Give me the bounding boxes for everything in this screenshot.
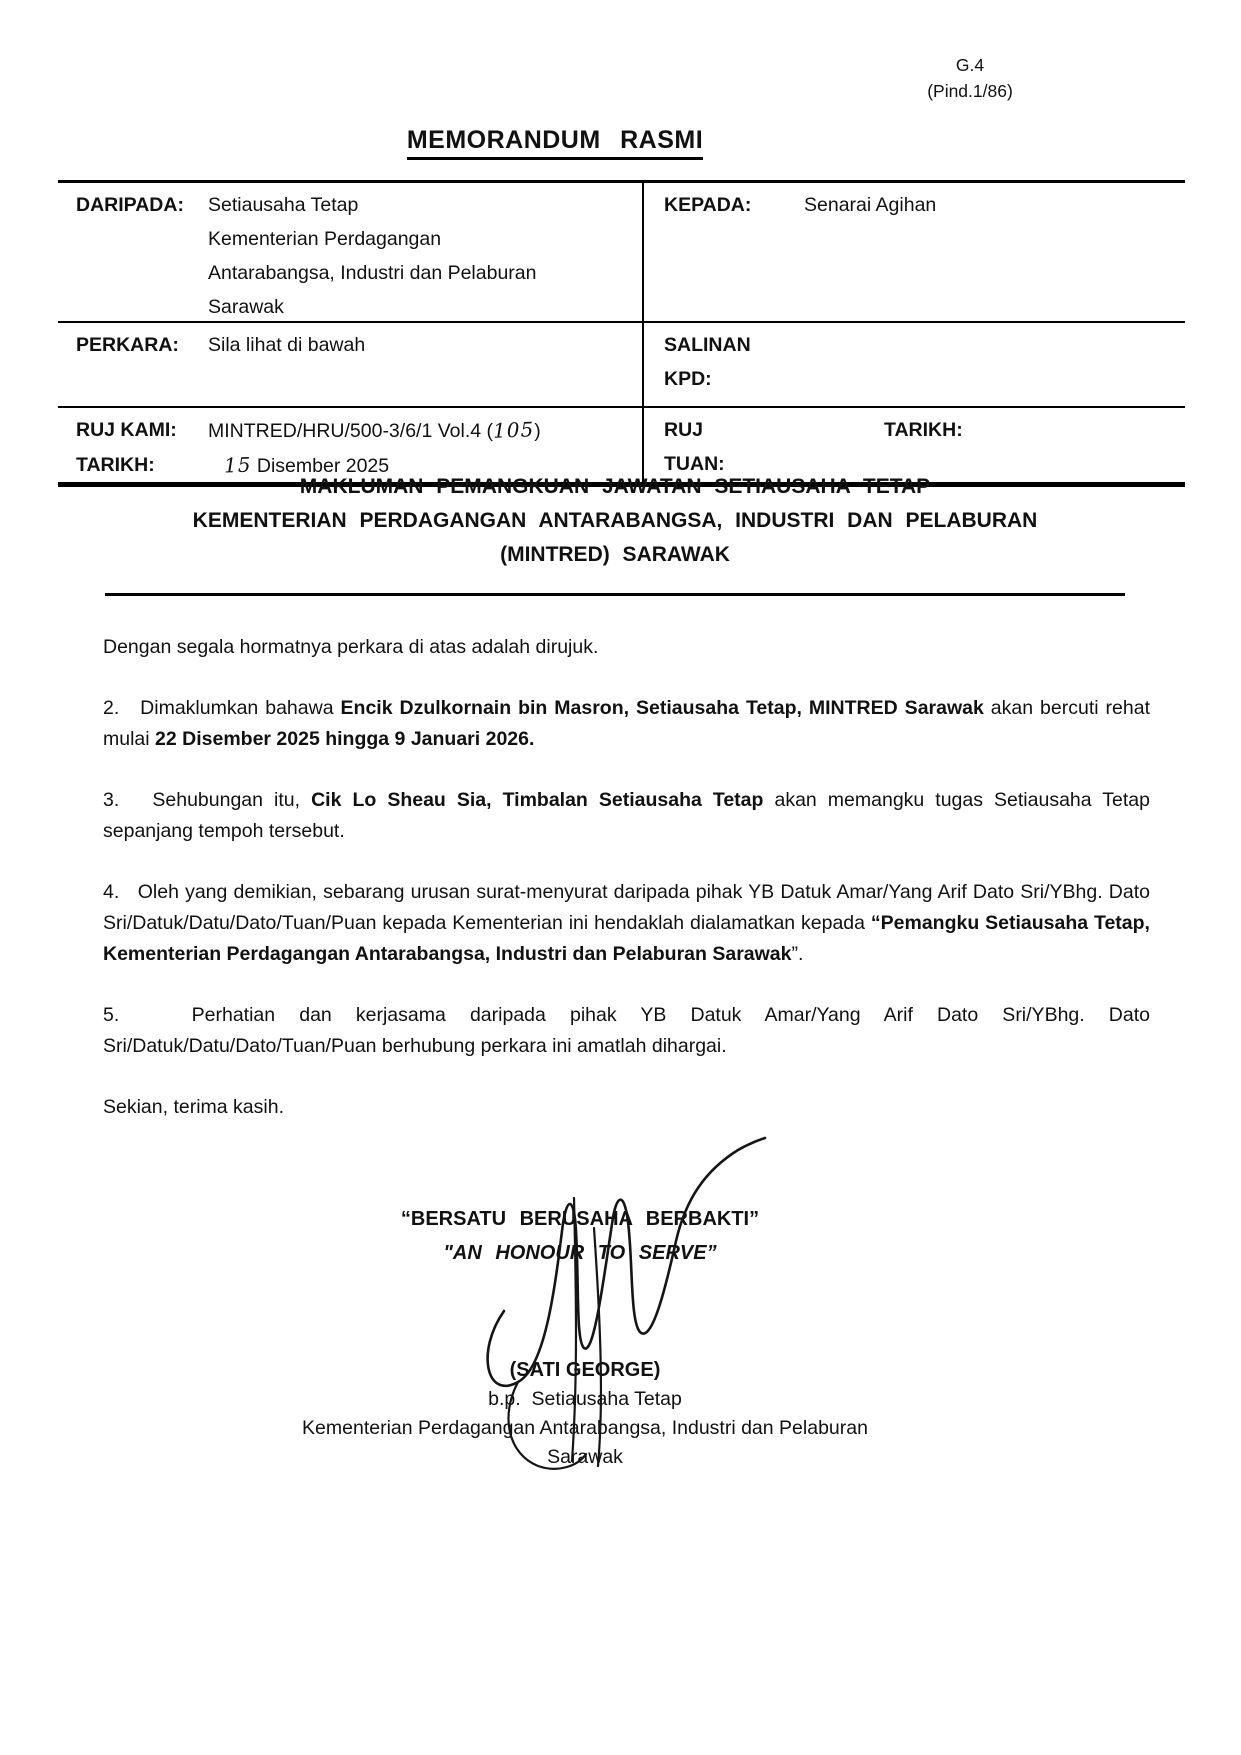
daripada-value xyxy=(208,188,632,321)
cell-daripada xyxy=(58,183,642,321)
perkara-value: Sila lihat di bawah xyxy=(208,334,366,356)
paragraph-4 xyxy=(103,877,1150,970)
cell-kepada xyxy=(642,183,1185,321)
salinan-label-line: SALINAN xyxy=(664,334,751,356)
signatory-capacity: b.p. Setiausaha Tetap xyxy=(488,1388,682,1410)
paragraph-2 xyxy=(103,693,1150,755)
motto-block xyxy=(0,1202,1160,1270)
closing-line xyxy=(103,1092,1150,1123)
salinan-label-line: KPD: xyxy=(664,368,712,390)
ruj-kami-ref-close: ) xyxy=(534,420,541,442)
form-code-block xyxy=(878,52,1062,104)
daripada-line: Antarabangsa, Industri dan Pelaburan xyxy=(208,262,537,284)
page-title-text: MEMORANDUM RASMI xyxy=(407,126,703,160)
table-row-daripada-kepada xyxy=(58,183,1185,323)
subject-line: KEMENTERIAN PERDAGANGAN ANTARABANGSA, INDUSTRI DAN PELABURAN xyxy=(192,509,1038,532)
text-run: akan bercuti rehat mulai xyxy=(103,697,1151,750)
signatory-org-line1: Kementerian Perdagangan Antarabangsa, Industri dan Pelaburan xyxy=(302,1417,868,1439)
text-run: Dengan segala hormatnya perkara di atas adalah dirujuk. xyxy=(103,636,599,658)
text-run: 2. Dimaklumkan bahawa xyxy=(103,697,341,719)
ruj-kami-ref: MINTRED/HRU/500-3/6/1 Vol.4 ( xyxy=(208,420,494,442)
tarikh-right-label: TARIKH: xyxy=(884,419,963,441)
salinan-kpd-label xyxy=(664,328,804,396)
text-run: akan memangku tugas Setiausaha Tetap sepanjang tempoh tersebut. xyxy=(103,789,1150,842)
text-run-bold: Cik Lo Sheau Sia, Timbalan Setiausaha Tetap xyxy=(311,789,764,811)
subject-heading xyxy=(105,470,1125,596)
text-run-bold: 22 Disember 2025 hingga 9 Januari 2026. xyxy=(155,728,535,750)
daripada-line: Setiausaha Tetap xyxy=(208,194,359,216)
motto-malay: “BERSATU BERUSAHA BERBAKTI” xyxy=(400,1208,760,1230)
motto-english: "AN HONOUR TO SERVE” xyxy=(443,1242,717,1264)
text-run: Sekian, terima kasih. xyxy=(103,1096,284,1118)
text-run: 5. Perhatian dan kerjasama daripada pihak YB Datuk Amar/Yang Arif Dato Sri/YBhg. Dato Sri/Datuk/Datu/Dato/Tuan/Puan berhubung perkara ini amatlah dihargai. xyxy=(103,1004,1150,1057)
daripada-line: Sarawak xyxy=(208,296,284,318)
kepada-value: Senarai Agihan xyxy=(804,194,937,216)
ruj-kami-value xyxy=(208,413,632,448)
tarikh-label: TARIKH: xyxy=(76,454,155,476)
text-run: 4. Oleh yang demikian, sebarang urusan surat-menyurat daripada pihak YB Datuk Amar/Yang Arif Dato Sri/YBhg. Dato Sri/Datuk/Datu/Dato/Tuan/Puan kepada Kementerian ini hendaklah dialamatkan kepada xyxy=(103,881,1150,934)
subject-line: MAKLUMAN PEMANGKUAN JAWATAN SETIAUSAHA TETAP xyxy=(299,475,931,498)
paragraph-1 xyxy=(103,632,1150,663)
signoff-block xyxy=(0,1356,1170,1472)
signatory-org-line2: Sarawak xyxy=(547,1446,623,1468)
text-run: ”. xyxy=(791,943,804,965)
text-run: 3. Sehubungan itu, xyxy=(103,789,312,811)
memo-header-table xyxy=(58,180,1185,487)
form-revision: (Pind.1/86) xyxy=(927,81,1013,101)
salinan-kpd-value xyxy=(804,328,1175,396)
daripada-line: Kementerian Perdagangan xyxy=(208,228,442,250)
text-run-bold: “Pemangku Setiausaha Tetap, Kementerian Perdagangan Antarabangsa, Industri dan Pelaburan Sarawak xyxy=(103,912,1150,965)
ruj-tuan-label-line: TUAN: xyxy=(664,453,725,475)
form-code: G.4 xyxy=(955,55,985,75)
subject-line: (MINTRED) SARAWAK xyxy=(500,543,730,566)
signatory-name: (SATI GEORGE) xyxy=(509,1359,661,1381)
tarikh-handwritten-day: 15 xyxy=(223,452,252,478)
page-title xyxy=(0,126,1110,160)
paragraph-3 xyxy=(103,785,1150,847)
cell-perkara xyxy=(58,323,642,406)
daripada-label: DARIPADA: xyxy=(76,194,184,216)
ruj-tuan-label-line: RUJ xyxy=(664,419,704,441)
cell-salinan-kpd xyxy=(642,323,1185,406)
tarikh-month-year: Disember 2025 xyxy=(251,455,390,477)
perkara-label: PERKARA: xyxy=(76,334,179,356)
ruj-kami-label: RUJ KAMI: xyxy=(76,419,177,441)
memo-body xyxy=(103,632,1150,1153)
ruj-kami-handwritten-number: 105 xyxy=(492,417,535,443)
paragraph-5 xyxy=(103,1000,1150,1062)
text-run-bold: Encik Dzulkornain bin Masron, Setiausaha Tetap, MINTRED Sarawak xyxy=(340,697,984,719)
table-row-perkara-salinan xyxy=(58,323,1185,408)
kepada-label: KEPADA: xyxy=(664,194,752,216)
